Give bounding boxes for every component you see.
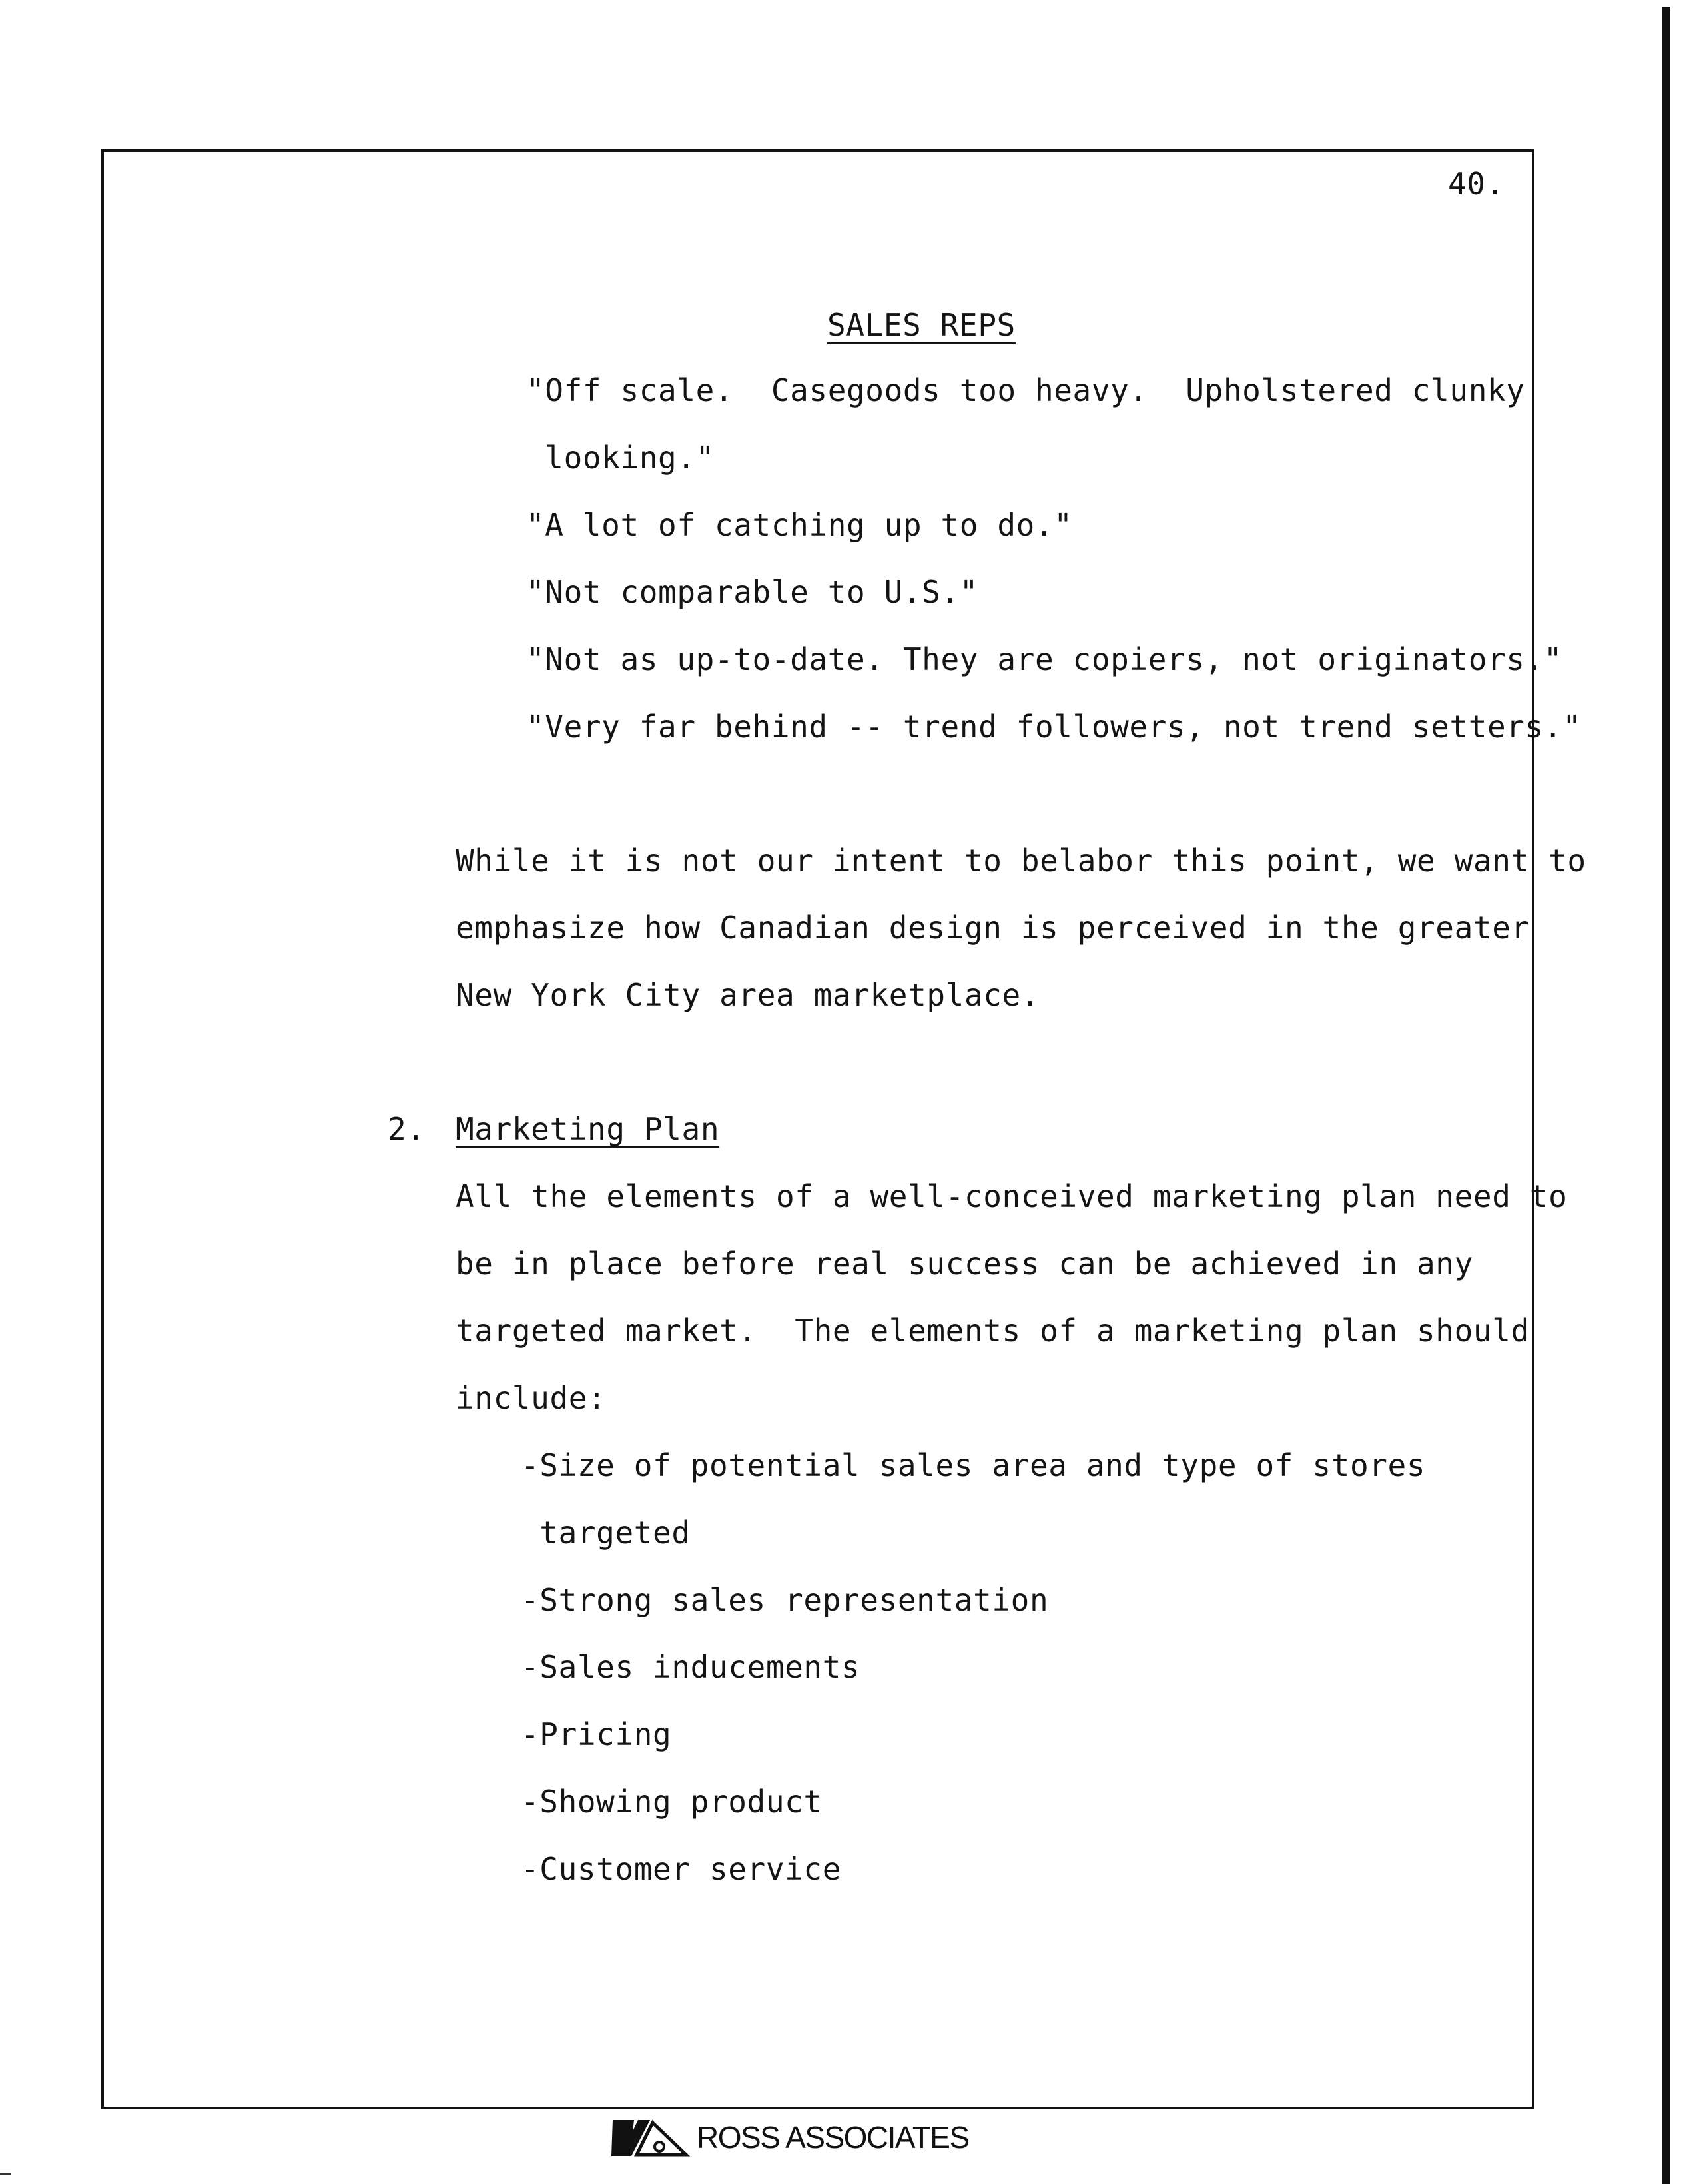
section-body-line: All the elements of a well-conceived marketing plan need to xyxy=(456,1178,1568,1214)
list-item: -Customer service xyxy=(521,1851,842,1887)
quote-line: "Not as up-to-date. They are copiers, not originators." xyxy=(526,641,1563,677)
list-item: -Pricing xyxy=(521,1716,672,1752)
footer-company-name: ROSS ASSOCIATES xyxy=(697,2120,969,2155)
scan-margin-mark xyxy=(0,2173,11,2175)
paragraph-line: While it is not our intent to belabor this point, we want to xyxy=(456,843,1586,879)
paragraph-line: emphasize how Canadian design is perceived in the greater xyxy=(456,910,1530,946)
section-body-line: include: xyxy=(456,1380,607,1416)
list-item: -Sales inducements xyxy=(521,1649,860,1685)
section-title: Marketing Plan xyxy=(456,1111,720,1147)
quote-line: looking." xyxy=(526,440,715,476)
page-number: 40. xyxy=(1448,166,1505,202)
quote-line: "A lot of catching up to do." xyxy=(526,507,1073,543)
section-body-line: targeted market. The elements of a marketing plan should xyxy=(456,1313,1530,1349)
sales-reps-heading: SALES REPS xyxy=(827,307,1016,343)
section-body-line: be in place before real success can be achieved in any xyxy=(456,1246,1473,1281)
list-item: -Showing product xyxy=(521,1784,823,1820)
list-item: targeted xyxy=(521,1515,691,1551)
quote-line: "Not comparable to U.S." xyxy=(526,574,979,610)
ross-associates-logo-icon xyxy=(611,2117,690,2157)
paragraph-line: New York City area marketplace. xyxy=(456,977,1040,1013)
list-item: -Strong sales representation xyxy=(521,1582,1049,1618)
list-item: -Size of potential sales area and type of stores xyxy=(521,1447,1426,1483)
section-number: 2. xyxy=(388,1111,426,1147)
scan-edge-bar xyxy=(1662,7,1670,2184)
footer xyxy=(611,2116,969,2159)
quote-line: "Off scale. Casegoods too heavy. Upholstered clunky xyxy=(526,372,1525,408)
quote-line: "Very far behind -- trend followers, not trend setters." xyxy=(526,709,1582,745)
